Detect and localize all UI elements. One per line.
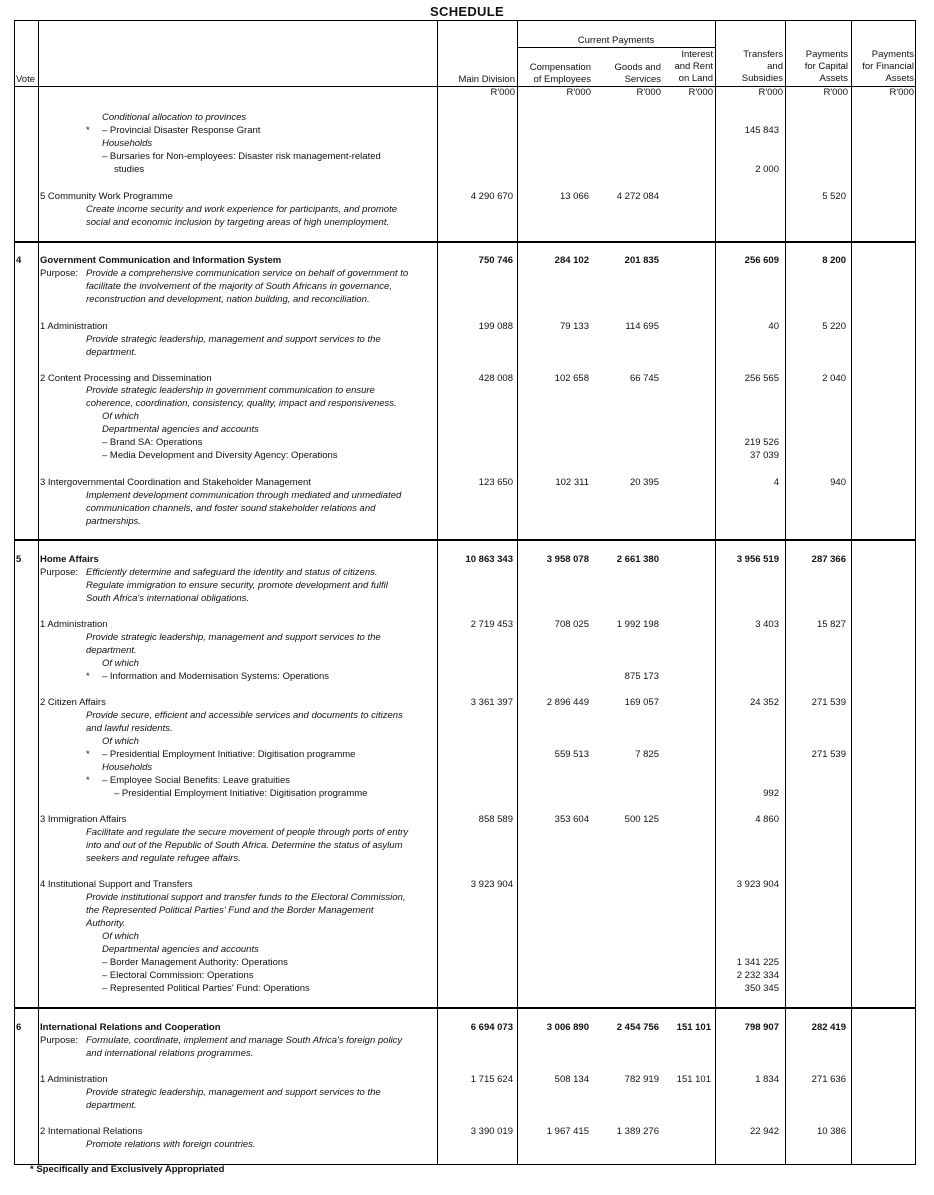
value-interest-rent: 151 101 — [676, 1022, 711, 1033]
value-capital-assets: 940 — [830, 477, 846, 488]
item-label: – Electoral Commission: Operations — [102, 970, 254, 981]
purpose-text: facilitate the involvement of the majority of South Africans in governance, — [86, 281, 392, 292]
value-capital-assets: 10 386 — [816, 1126, 846, 1137]
value-goods-services: 66 745 — [629, 373, 659, 384]
unit-label: R'000 — [688, 87, 713, 98]
item-label: studies — [114, 164, 145, 175]
value-transfers: 4 — [773, 477, 779, 488]
programme-description: Provide strategic leadership, management and support services to the — [86, 632, 381, 643]
programme-label: 3 Intergovernmental Coordination and Stakeholder Management — [40, 477, 311, 488]
col-divider — [851, 20, 852, 1165]
programme-description: and lawful residents. — [86, 723, 173, 734]
programme-description: department. — [86, 645, 137, 656]
header-line: on Land — [678, 73, 713, 84]
unit-label: R'000 — [758, 87, 783, 98]
value-transfers: 350 345 — [744, 983, 779, 994]
value-capital-assets: 15 827 — [816, 619, 846, 630]
header-line: Transfers — [743, 49, 783, 60]
purpose-label: Purpose: — [40, 268, 79, 279]
value-goods-services: 500 125 — [624, 814, 659, 825]
footnote: * Specifically and Exclusively Appropriated — [30, 1164, 225, 1175]
header-line: Services — [624, 74, 661, 85]
value-transfers: 2 232 334 — [736, 970, 779, 981]
value-transfers: 798 907 — [744, 1022, 779, 1033]
value-capital-assets: 271 539 — [811, 697, 846, 708]
header-capital-assets — [787, 49, 848, 85]
value-interest-rent: 151 101 — [676, 1074, 711, 1085]
unit-label: R'000 — [636, 87, 661, 98]
value-compensation: 353 604 — [554, 814, 589, 825]
header-line: for Financial — [862, 61, 914, 72]
value-transfers: 24 352 — [749, 697, 779, 708]
programme-description: department. — [86, 347, 137, 358]
value-transfers: 1 341 225 — [736, 957, 779, 968]
programme-description: Implement development communication through mediated and unmediated — [86, 490, 402, 501]
item-label: – Border Management Authority: Operations — [102, 957, 288, 968]
value-transfers: 37 039 — [749, 450, 779, 461]
programme-label: 5 Community Work Programme — [40, 191, 173, 202]
col-divider — [517, 20, 518, 1165]
programme-description: Provide strategic leadership, management and support services to the — [86, 334, 381, 345]
page-title: SCHEDULE — [430, 4, 504, 19]
value-compensation: 508 134 — [554, 1074, 589, 1085]
programme-description: the Represented Political Parties' Fund and the Border Management — [86, 905, 374, 916]
value-transfers: 1 834 — [755, 1074, 779, 1085]
item-label: – Represented Political Parties' Fund: Operations — [102, 983, 310, 994]
category-label: Of which — [102, 736, 139, 747]
header-interest-rent — [663, 49, 713, 85]
vote-title: International Relations and Cooperation — [40, 1022, 221, 1033]
unit-label: R'000 — [889, 87, 914, 98]
programme-label: 1 Administration — [40, 321, 108, 332]
value-main-division: 6 694 073 — [470, 1022, 513, 1033]
col-divider — [785, 20, 786, 1165]
programme-description: department. — [86, 1100, 137, 1111]
header-line: Assets — [819, 73, 848, 84]
footnote-marker: * — [86, 671, 90, 682]
programme-label: 4 Institutional Support and Transfers — [40, 879, 193, 890]
value-main-division: 3 923 904 — [470, 879, 513, 890]
value-transfers: 992 — [763, 788, 779, 799]
header-compensation — [519, 62, 591, 86]
header-current-payments: Current Payments — [577, 35, 655, 46]
header-line: Assets — [885, 73, 914, 84]
value-compensation: 3 006 890 — [546, 1022, 589, 1033]
value-main-division: 1 715 624 — [470, 1074, 513, 1085]
item-label: – Media Development and Diversity Agency: Operations — [102, 450, 338, 461]
unit-label: R'000 — [823, 87, 848, 98]
value-capital-assets: 282 419 — [811, 1022, 846, 1033]
header-transfers — [717, 49, 783, 85]
category-label: Departmental agencies and accounts — [102, 424, 259, 435]
programme-description: Provide secure, efficient and accessible services and documents to citizens — [86, 710, 403, 721]
purpose-text: and international relations programmes. — [86, 1048, 254, 1059]
value-capital-assets: 5 520 — [822, 191, 846, 202]
purpose-text: Efficiently determine and safeguard the identity and status of citizens. — [86, 567, 378, 578]
value-capital-assets: 2 040 — [822, 373, 846, 384]
value-goods-services: 1 389 276 — [616, 1126, 659, 1137]
value-transfers: 256 565 — [744, 373, 779, 384]
header-main-division: Main Division — [458, 74, 515, 85]
footnote-marker: * — [86, 749, 90, 760]
value-capital-assets: 5 220 — [822, 321, 846, 332]
header-line: Interest — [681, 49, 713, 60]
programme-description: communication channels, and foster sound stakeholder relations and — [86, 503, 376, 514]
item-label: – Provincial Disaster Response Grant — [102, 125, 261, 136]
programme-description: coherence, coordination, consistency, quality, impact and responsiveness. — [86, 398, 397, 409]
item-label: – Bursaries for Non-employees: Disaster risk management-related — [102, 151, 381, 162]
value-capital-assets: 271 636 — [811, 1074, 846, 1085]
header-line: Subsidies — [741, 73, 783, 84]
value-transfers: 3 403 — [755, 619, 779, 630]
vote-separator — [14, 1007, 916, 1009]
value-transfers: 22 942 — [749, 1126, 779, 1137]
value-capital-assets: 8 200 — [822, 255, 846, 266]
value-goods-services: 875 173 — [624, 671, 659, 682]
programme-description: into and out of the Republic of South Africa. Determine the status of asylum — [86, 840, 403, 851]
value-goods-services: 1 992 198 — [616, 619, 659, 630]
header-rule — [517, 47, 715, 48]
header-line: Payments — [805, 49, 848, 60]
value-compensation: 102 311 — [555, 477, 589, 488]
purpose-text: Regulate immigration to ensure security, promote development and fulfil — [86, 580, 388, 591]
purpose-label: Purpose: — [40, 567, 79, 578]
purpose-label: Purpose: — [40, 1035, 79, 1046]
header-line: Compensation — [529, 62, 591, 73]
purpose-text: reconstruction and development, nation building, and reconciliation. — [86, 294, 370, 305]
category-label: Conditional allocation to provinces — [102, 112, 247, 123]
value-transfers: 2 000 — [755, 164, 779, 175]
value-compensation: 708 025 — [554, 619, 589, 630]
value-main-division: 428 008 — [478, 373, 513, 384]
footnote-marker: * — [86, 125, 90, 136]
vote-separator — [14, 539, 916, 541]
purpose-text: Provide a comprehensive communication service on behalf of government to — [86, 268, 409, 279]
programme-label: 2 Content Processing and Dissemination — [40, 373, 212, 384]
purpose-text: Formulate, coordinate, implement and manage South Africa's foreign policy — [86, 1035, 403, 1046]
value-compensation: 13 066 — [559, 191, 589, 202]
value-compensation: 2 896 449 — [546, 697, 589, 708]
programme-label: 2 Citizen Affairs — [40, 697, 106, 708]
item-label: – Presidential Employment Initiative: Digitisation programme — [102, 749, 356, 760]
header-line: Payments — [871, 49, 914, 60]
value-transfers: 256 609 — [744, 255, 779, 266]
programme-label: 3 Immigration Affairs — [40, 814, 127, 825]
header-financial-assets — [853, 49, 914, 85]
value-transfers: 3 923 904 — [736, 879, 779, 890]
programme-description: Provide strategic leadership in government communication to ensure — [86, 385, 375, 396]
value-capital-assets: 271 539 — [811, 749, 846, 760]
programme-description: Create income security and work experience for participants, and promote — [86, 204, 398, 215]
value-goods-services: 20 395 — [629, 477, 659, 488]
value-goods-services: 169 057 — [624, 697, 659, 708]
value-goods-services: 7 825 — [635, 749, 659, 760]
value-main-division: 858 589 — [478, 814, 513, 825]
programme-description: social and economic inclusion by targeting areas of high unemployment. — [86, 217, 390, 228]
value-compensation: 3 958 078 — [546, 554, 589, 565]
header-line: and — [767, 61, 783, 72]
programme-label: 2 International Relations — [40, 1126, 143, 1137]
item-label: – Information and Modernisation Systems: Operations — [102, 671, 330, 682]
value-main-division: 3 390 019 — [470, 1126, 513, 1137]
category-label: Households — [102, 762, 153, 773]
programme-description: partnerships. — [86, 516, 141, 527]
item-label: – Employee Social Benefits: Leave gratuities — [102, 775, 290, 786]
value-main-division: 10 863 343 — [465, 554, 513, 565]
value-main-division: 3 361 397 — [470, 697, 513, 708]
programme-description: Authority. — [86, 918, 126, 929]
category-label: Of which — [102, 658, 139, 669]
category-label: Departmental agencies and accounts — [102, 944, 259, 955]
value-transfers: 219 526 — [744, 437, 779, 448]
programme-description: Provide institutional support and transfer funds to the Electoral Commission, — [86, 892, 406, 903]
value-compensation: 559 513 — [554, 749, 589, 760]
vote-number: 6 — [16, 1022, 22, 1033]
vote-separator — [14, 241, 916, 243]
value-main-division: 199 088 — [478, 321, 513, 332]
category-label: Households — [102, 138, 153, 149]
vote-title: Home Affairs — [40, 554, 99, 565]
value-goods-services: 4 272 084 — [616, 191, 659, 202]
programme-description: Facilitate and regulate the secure movement of people through ports of entry — [86, 827, 409, 838]
programme-label: 1 Administration — [40, 619, 108, 630]
header-line: Goods and — [614, 62, 661, 73]
value-compensation: 1 967 415 — [546, 1126, 589, 1137]
value-main-division: 2 719 453 — [470, 619, 513, 630]
value-compensation: 79 133 — [559, 321, 589, 332]
purpose-text: South Africa's international obligations. — [86, 593, 250, 604]
header-line: and Rent — [674, 61, 713, 72]
item-label: – Brand SA: Operations — [102, 437, 203, 448]
vote-title: Government Communication and Information System — [40, 255, 282, 266]
value-goods-services: 2 661 380 — [616, 554, 659, 565]
value-main-division: 123 650 — [478, 477, 513, 488]
value-goods-services: 2 454 756 — [616, 1022, 659, 1033]
item-label: – Presidential Employment Initiative: Digitisation programme — [114, 788, 368, 799]
category-label: Of which — [102, 931, 139, 942]
col-divider — [715, 20, 716, 1165]
value-goods-services: 114 695 — [625, 321, 659, 332]
programme-label: 1 Administration — [40, 1074, 108, 1085]
header-line: of Employees — [533, 74, 591, 85]
value-goods-services: 201 835 — [624, 255, 659, 266]
category-label: Of which — [102, 411, 139, 422]
value-goods-services: 782 919 — [624, 1074, 659, 1085]
value-transfers: 40 — [768, 321, 779, 332]
value-transfers: 4 860 — [755, 814, 779, 825]
value-capital-assets: 287 366 — [811, 554, 846, 565]
vote-number: 4 — [16, 255, 22, 266]
programme-description: seekers and regulate refugee affairs. — [86, 853, 241, 864]
vote-number: 5 — [16, 554, 22, 565]
footnote-marker: * — [86, 775, 90, 786]
header-goods-services — [593, 62, 661, 86]
header-vote: Vote — [16, 74, 36, 85]
programme-description: Provide strategic leadership, management and support services to the — [86, 1087, 381, 1098]
value-transfers: 145 843 — [744, 125, 779, 136]
unit-label: R'000 — [490, 87, 515, 98]
value-compensation: 284 102 — [554, 255, 589, 266]
col-divider — [38, 20, 39, 1165]
col-divider — [437, 20, 438, 1165]
value-main-division: 4 290 670 — [470, 191, 513, 202]
value-main-division: 750 746 — [478, 255, 513, 266]
programme-description: Promote relations with foreign countries. — [86, 1139, 256, 1150]
value-transfers: 3 956 519 — [736, 554, 779, 565]
unit-label: R'000 — [566, 87, 591, 98]
value-compensation: 102 658 — [554, 373, 589, 384]
header-line: for Capital — [804, 61, 848, 72]
